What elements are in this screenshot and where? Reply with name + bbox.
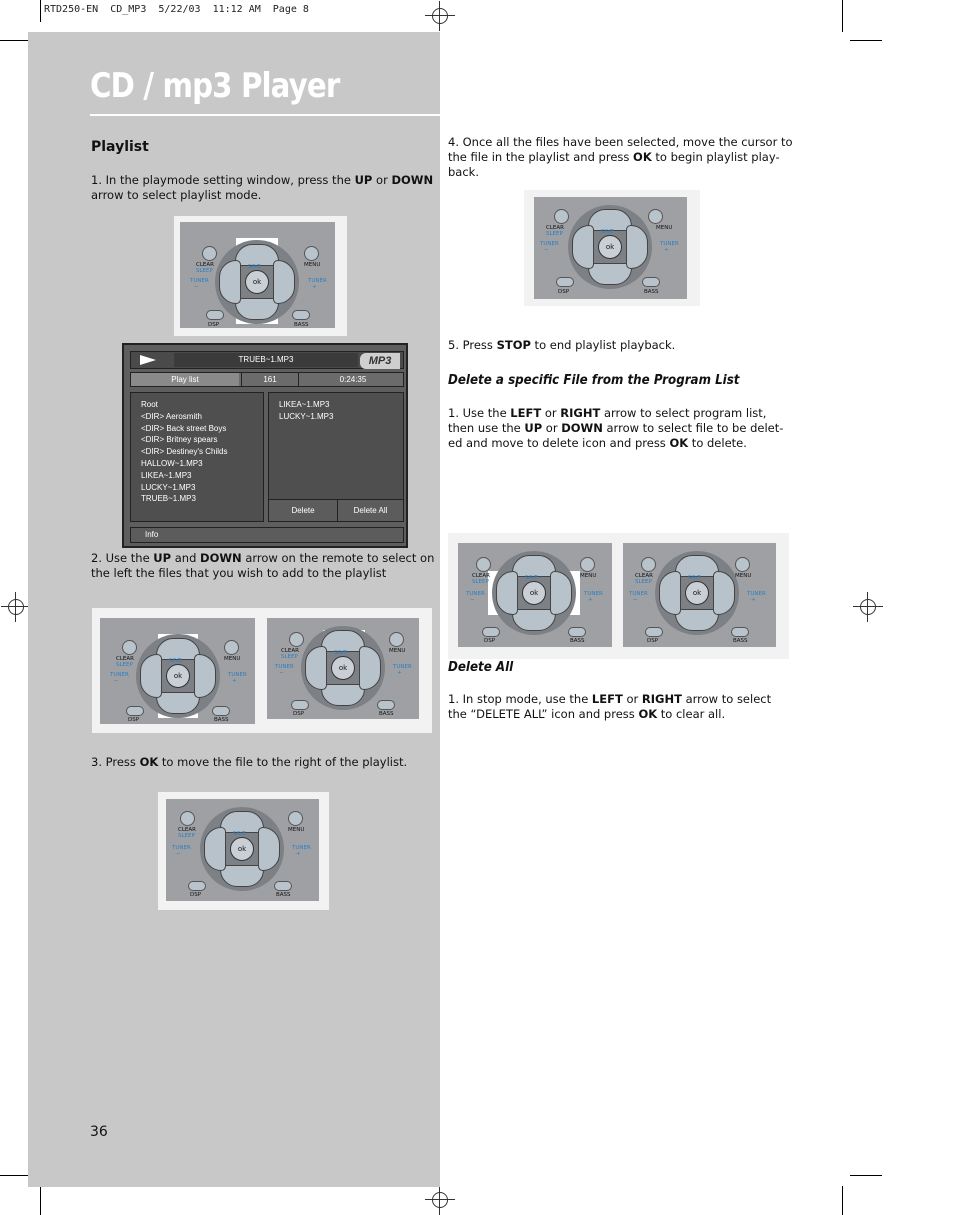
remote-illustration xyxy=(534,197,687,299)
tuner-minus-sign: − xyxy=(544,247,549,253)
sleep-label: SLEEP xyxy=(196,268,213,274)
menu-label: MENU xyxy=(304,262,321,268)
ok-button-illustration: ok xyxy=(245,270,269,294)
tuner-plus-label: TUNER xyxy=(292,845,311,851)
dsp-label: DSP xyxy=(128,717,140,723)
ok-button-illustration: ok xyxy=(598,235,622,259)
mp3-logo: MP3 xyxy=(360,353,400,369)
menu-label: MENU xyxy=(580,573,597,579)
right-arrow-icon xyxy=(626,225,648,269)
tuner-minus-sign: − xyxy=(470,597,475,603)
tuner-plus-sign: + xyxy=(312,284,317,290)
tuner-plus-sign: + xyxy=(397,670,402,676)
tuner-minus-label: TUNER xyxy=(629,591,648,597)
menu-button-illustration xyxy=(735,557,750,572)
tuner-plus-sign: + xyxy=(296,851,301,857)
play-icon xyxy=(140,355,156,365)
file-list-item[interactable]: LUCKY~1.MP3 xyxy=(141,482,196,492)
ok-button-illustration: ok xyxy=(331,656,355,680)
clear-label: CLEAR xyxy=(196,262,214,268)
delete-button[interactable]: Delete xyxy=(291,506,315,515)
bass-button-illustration xyxy=(731,627,749,637)
sleep-label: SLEEP xyxy=(635,579,652,585)
bass-button-illustration xyxy=(292,310,310,320)
bass-button-illustration xyxy=(212,706,230,716)
menu-label: MENU xyxy=(656,225,673,231)
bass-button-illustration xyxy=(568,627,586,637)
tuner-plus-label: TUNER xyxy=(660,241,679,247)
file-list-item[interactable]: <DIR> Back street Boys xyxy=(141,423,227,433)
playlist-buttons xyxy=(269,499,403,521)
save-label: SAVE xyxy=(233,831,246,837)
dsp-label: DSP xyxy=(647,638,659,644)
clear-button-illustration xyxy=(554,209,569,224)
menu-button-illustration xyxy=(389,632,404,647)
dsp-button-illustration xyxy=(206,310,224,320)
file-browser-list xyxy=(141,399,227,505)
left-arrow-icon xyxy=(496,571,518,615)
right-arrow-icon xyxy=(258,827,280,871)
file-list-item[interactable]: HALLOW~1.MP3 xyxy=(141,458,203,468)
left-arrow-icon xyxy=(204,827,226,871)
delete-specific-heading: Delete a specific File from the Program List xyxy=(448,372,740,388)
dsp-label: DSP xyxy=(208,322,220,328)
ok-button-illustration: ok xyxy=(166,664,190,688)
left-arrow-icon xyxy=(140,654,162,698)
remote-illustration xyxy=(623,543,776,647)
registration-mark xyxy=(425,1185,455,1215)
file-list-item[interactable]: <DIR> Aerosmith xyxy=(141,411,202,421)
right-arrow-icon xyxy=(713,571,735,615)
left-arrow-icon xyxy=(305,646,327,690)
playlist-item[interactable]: LUCKY~1.MP3 xyxy=(279,411,334,421)
playlist-step-2: 2. Use the UP and DOWN arrow on the remote to select on the left the files that you wish to add to the playlist xyxy=(91,551,435,580)
tuner-minus-label: TUNER xyxy=(275,664,294,670)
tuner-minus-sign: − xyxy=(194,284,199,290)
page-title: CD / mp3 Player xyxy=(90,66,340,106)
playlist-panel xyxy=(268,392,404,522)
remote-illustration xyxy=(267,618,419,719)
tuner-minus-sign: − xyxy=(279,670,284,676)
tuner-plus-label: TUNER xyxy=(584,591,603,597)
clear-label: CLEAR xyxy=(546,225,564,231)
crop-mark xyxy=(842,1186,843,1215)
file-list-item[interactable]: <DIR> Britney spears xyxy=(141,435,218,445)
bass-button-illustration xyxy=(377,700,395,710)
down-arrow-icon xyxy=(220,865,264,887)
track-count: 161 xyxy=(241,373,299,386)
playlist-heading: Playlist xyxy=(91,139,149,155)
playlist-step-4: 4. Once all the files have been selected, move the cursor to the file in the playlist and press OK to begin playlist play-back. xyxy=(448,135,793,179)
menu-button-illustration xyxy=(224,640,239,655)
clear-button-illustration xyxy=(289,632,304,647)
down-arrow-icon xyxy=(156,692,200,714)
menu-button-illustration xyxy=(304,246,319,261)
right-arrow-icon xyxy=(550,571,572,615)
tuner-minus-sign: − xyxy=(114,678,119,684)
clear-label: CLEAR xyxy=(635,573,653,579)
delete-all-heading: Delete All xyxy=(448,659,514,675)
registration-mark xyxy=(425,1,455,31)
dsp-label: DSP xyxy=(293,711,305,717)
remote-illustration xyxy=(458,543,612,647)
menu-label: MENU xyxy=(288,827,305,833)
tuner-minus-sign: − xyxy=(633,597,638,603)
file-list-item[interactable]: <DIR> Destiney's Childs xyxy=(141,447,228,457)
down-arrow-icon xyxy=(235,298,279,320)
tuner-minus-label: TUNER xyxy=(540,241,559,247)
tuner-plus-label: TUNER xyxy=(228,672,247,678)
bass-label: BASS xyxy=(276,892,291,898)
clear-button-illustration xyxy=(180,811,195,826)
playlist-screen xyxy=(122,343,408,548)
delete-all-button[interactable]: Delete All xyxy=(337,500,403,522)
info-bar xyxy=(130,527,404,543)
tuner-minus-label: TUNER xyxy=(110,672,129,678)
right-arrow-icon xyxy=(273,260,295,304)
tuner-minus-label: TUNER xyxy=(190,278,209,284)
dsp-label: DSP xyxy=(484,638,496,644)
crop-mark xyxy=(40,0,41,22)
status-bar xyxy=(130,372,404,387)
sleep-label: SLEEP xyxy=(281,654,298,660)
elapsed-time: 0:24:35 xyxy=(339,375,367,384)
tuner-minus-label: TUNER xyxy=(172,845,191,851)
ok-button-illustration: ok xyxy=(230,837,254,861)
sleep-label: SLEEP xyxy=(178,833,195,839)
tuner-plus-sign: + xyxy=(751,597,756,603)
tuner-plus-label: TUNER xyxy=(393,664,412,670)
save-label: SAVE xyxy=(248,264,261,270)
tuner-plus-label: TUNER xyxy=(308,278,327,284)
dsp-button-illustration xyxy=(126,706,144,716)
bass-label: BASS xyxy=(294,322,309,328)
registration-mark xyxy=(1,592,31,622)
clear-label: CLEAR xyxy=(281,648,299,654)
playlist-list xyxy=(279,399,333,423)
right-arrow-icon xyxy=(359,646,381,690)
clear-button-illustration xyxy=(476,557,491,572)
left-arrow-icon xyxy=(572,225,594,269)
directional-pad xyxy=(200,807,284,891)
dsp-button-illustration xyxy=(291,700,309,710)
remote-illustration xyxy=(180,222,335,328)
playlist-item[interactable]: LIKEA~1.MP3 xyxy=(279,400,330,409)
directional-pad xyxy=(655,551,739,635)
delete-specific-step-1: 1. Use the LEFT or RIGHT arrow to select program list, then use the UP or DOWN arrow to select file to be delet-ed and move to delete icon and press OK to delete. xyxy=(448,406,784,450)
file-list-item[interactable]: TRUEB~1.MP3 xyxy=(141,494,196,504)
directional-pad xyxy=(492,551,576,635)
save-label: SAVE xyxy=(525,575,538,581)
menu-label: MENU xyxy=(389,648,406,654)
crop-mark xyxy=(40,1186,41,1215)
save-label: SAVE xyxy=(334,650,347,656)
file-browser-panel xyxy=(130,392,264,522)
directional-pad xyxy=(301,626,385,710)
tuner-minus-sign: − xyxy=(176,851,181,857)
down-arrow-icon xyxy=(321,684,365,706)
clear-label: CLEAR xyxy=(178,827,196,833)
play-mode: Play list xyxy=(131,373,239,386)
title-rule xyxy=(90,114,440,116)
dsp-button-illustration xyxy=(556,277,574,287)
clear-label: CLEAR xyxy=(472,573,490,579)
directional-pad xyxy=(136,634,220,718)
dsp-button-illustration xyxy=(188,881,206,891)
current-file: TRUEB~1.MP3 xyxy=(174,353,358,367)
file-list-item[interactable]: LIKEA~1.MP3 xyxy=(141,470,192,480)
dsp-label: DSP xyxy=(190,892,202,898)
tuner-plus-sign: + xyxy=(664,247,669,253)
clear-button-illustration xyxy=(641,557,656,572)
down-arrow-icon xyxy=(675,609,719,631)
tuner-minus-label: TUNER xyxy=(466,591,485,597)
delete-all-step-1: 1. In stop mode, use the LEFT or RIGHT arrow to select the “DELETE ALL” icon and press OK to clear all. xyxy=(448,692,772,721)
directional-pad xyxy=(568,205,652,289)
crop-mark xyxy=(842,0,843,32)
playlist-step-5: 5. Press STOP to end playlist playback. xyxy=(448,338,676,352)
menu-label: MENU xyxy=(735,573,752,579)
save-label: SAVE xyxy=(688,575,701,581)
sleep-label: SLEEP xyxy=(472,579,489,585)
registration-mark xyxy=(853,592,883,622)
remote-illustration xyxy=(166,799,319,901)
dsp-label: DSP xyxy=(558,289,570,295)
sleep-label: SLEEP xyxy=(546,231,563,237)
left-arrow-icon xyxy=(219,260,241,304)
playlist-step-3: 3. Press OK to move the file to the right of the playlist. xyxy=(91,755,408,769)
clear-button-illustration xyxy=(122,640,137,655)
directional-pad xyxy=(215,240,299,324)
dsp-button-illustration xyxy=(482,627,500,637)
print-slug: RTD250-EN CD_MP3 5/22/03 11:12 AM Page 8 xyxy=(44,4,309,15)
bass-button-illustration xyxy=(274,881,292,891)
tuner-plus-label: TUNER xyxy=(747,591,766,597)
ok-button-illustration: ok xyxy=(685,581,709,605)
tuner-plus-sign: + xyxy=(588,597,593,603)
file-list-item[interactable]: Root xyxy=(141,400,158,409)
remote-illustration xyxy=(100,618,255,724)
save-label: SAVE xyxy=(169,658,182,664)
menu-button-illustration xyxy=(288,811,303,826)
page-number: 36 xyxy=(90,1124,108,1140)
right-arrow-icon xyxy=(194,654,216,698)
sleep-label: SLEEP xyxy=(116,662,133,668)
left-arrow-icon xyxy=(659,571,681,615)
crop-mark xyxy=(850,40,882,41)
save-label: SAVE xyxy=(601,229,614,235)
clear-label: CLEAR xyxy=(116,656,134,662)
bass-label: BASS xyxy=(379,711,394,717)
menu-button-illustration xyxy=(648,209,663,224)
clear-button-illustration xyxy=(202,246,217,261)
menu-label: MENU xyxy=(224,656,241,662)
down-arrow-icon xyxy=(588,263,632,285)
tuner-plus-sign: + xyxy=(232,678,237,684)
menu-button-illustration xyxy=(580,557,595,572)
crop-mark xyxy=(850,1175,882,1176)
bass-label: BASS xyxy=(214,717,229,723)
playlist-step-1: 1. In the playmode setting window, press the UP or DOWN arrow to select playlist mode. xyxy=(91,173,434,202)
bass-label: BASS xyxy=(570,638,585,644)
down-arrow-icon xyxy=(512,609,556,631)
info-label: Info xyxy=(145,530,159,539)
bass-button-illustration xyxy=(642,277,660,287)
bass-label: BASS xyxy=(644,289,659,295)
ok-button-illustration: ok xyxy=(522,581,546,605)
bass-label: BASS xyxy=(733,638,748,644)
dsp-button-illustration xyxy=(645,627,663,637)
